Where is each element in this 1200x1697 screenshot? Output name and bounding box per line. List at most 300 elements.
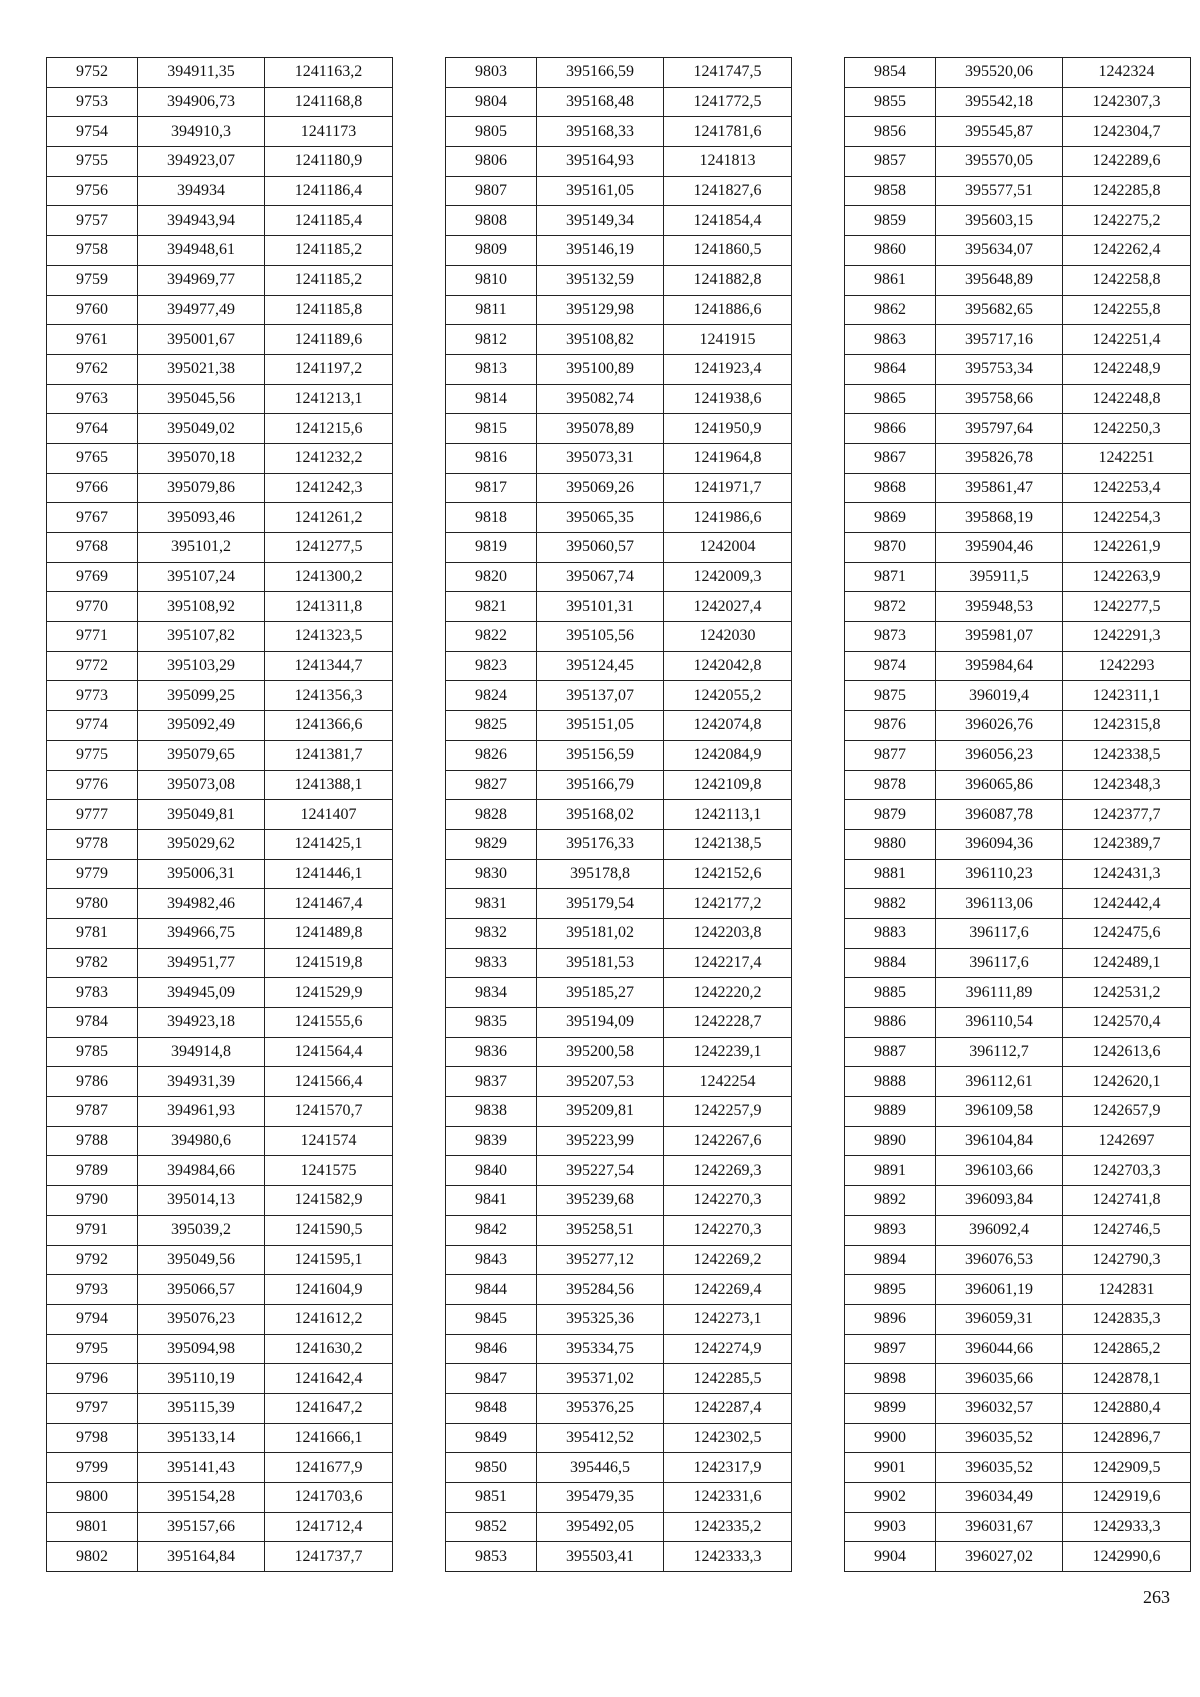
table-row [446,948,792,978]
point-number-cell: 9754 [47,117,138,147]
x-coordinate-cell: 395520,06 [936,58,1063,88]
y-coordinate-cell: 1242570,4 [1063,1008,1191,1038]
table-row [845,147,1191,177]
point-number-cell: 9829 [446,829,537,859]
table-row [47,503,393,533]
point-number-cell: 9888 [845,1067,936,1097]
table-row [845,1453,1191,1483]
point-number-cell: 9795 [47,1334,138,1364]
x-coordinate-cell: 395371,02 [537,1364,664,1394]
table-row [845,117,1191,147]
point-number-cell: 9845 [446,1304,537,1334]
point-number-cell: 9768 [47,533,138,563]
table-row [845,265,1191,295]
x-coordinate-cell: 396056,23 [936,740,1063,770]
y-coordinate-cell: 1242270,3 [664,1186,792,1216]
point-number-cell: 9802 [47,1542,138,1572]
table-row [845,592,1191,622]
table-row [446,1453,792,1483]
x-coordinate-cell: 394931,39 [138,1067,265,1097]
table-row [845,800,1191,830]
table-row [446,859,792,889]
table-row [446,829,792,859]
y-coordinate-cell: 1242277,5 [1063,592,1191,622]
table-row [47,325,393,355]
table-row [845,1423,1191,1453]
table-row [47,859,393,889]
x-coordinate-cell: 395039,2 [138,1215,265,1245]
x-coordinate-cell: 395108,82 [537,325,664,355]
table-row [845,1097,1191,1127]
x-coordinate-cell: 394984,66 [138,1156,265,1186]
x-coordinate-cell: 396112,7 [936,1037,1063,1067]
point-number-cell: 9810 [446,265,537,295]
point-number-cell: 9861 [845,265,936,295]
y-coordinate-cell: 1242113,1 [664,800,792,830]
point-number-cell: 9804 [446,87,537,117]
point-number-cell: 9817 [446,473,537,503]
x-coordinate-cell: 395181,02 [537,918,664,948]
x-coordinate-cell: 396092,4 [936,1215,1063,1245]
y-coordinate-cell: 1242228,7 [664,1008,792,1038]
x-coordinate-cell: 396112,61 [936,1067,1063,1097]
table-row [845,1215,1191,1245]
point-number-cell: 9865 [845,384,936,414]
point-number-cell: 9800 [47,1483,138,1513]
x-coordinate-cell: 395753,34 [936,354,1063,384]
x-coordinate-cell: 395168,02 [537,800,664,830]
y-coordinate-cell: 1241163,2 [265,58,393,88]
y-coordinate-cell: 1241407 [265,800,393,830]
x-coordinate-cell: 395227,54 [537,1156,664,1186]
y-coordinate-cell: 1241185,4 [265,206,393,236]
point-number-cell: 9788 [47,1126,138,1156]
table-row [47,1453,393,1483]
x-coordinate-cell: 395861,47 [936,473,1063,503]
y-coordinate-cell: 1241529,9 [265,978,393,1008]
table-row [446,503,792,533]
point-number-cell: 9808 [446,206,537,236]
point-number-cell: 9844 [446,1275,537,1305]
x-coordinate-cell: 395479,35 [537,1483,664,1513]
table-row [47,1304,393,1334]
y-coordinate-cell: 1241185,2 [265,236,393,266]
point-number-cell: 9846 [446,1334,537,1364]
x-coordinate-cell: 396094,36 [936,829,1063,859]
table-row [845,889,1191,919]
point-number-cell: 9885 [845,978,936,1008]
y-coordinate-cell: 1242269,3 [664,1156,792,1186]
table-row [845,918,1191,948]
point-number-cell: 9853 [446,1542,537,1572]
table-row [845,1156,1191,1186]
table-row [446,265,792,295]
x-coordinate-cell: 395570,05 [936,147,1063,177]
point-number-cell: 9770 [47,592,138,622]
table-row [446,473,792,503]
table-row [446,384,792,414]
y-coordinate-cell: 1241311,8 [265,592,393,622]
point-number-cell: 9870 [845,533,936,563]
x-coordinate-cell: 395049,02 [138,414,265,444]
y-coordinate-cell: 1242285,5 [664,1364,792,1394]
table-row [47,1423,393,1453]
table-row [446,740,792,770]
y-coordinate-cell: 1242880,4 [1063,1393,1191,1423]
point-number-cell: 9761 [47,325,138,355]
y-coordinate-cell: 1241923,4 [664,354,792,384]
point-number-cell: 9762 [47,354,138,384]
x-coordinate-cell: 396104,84 [936,1126,1063,1156]
x-coordinate-cell: 396113,06 [936,889,1063,919]
point-number-cell: 9850 [446,1453,537,1483]
table-row [446,562,792,592]
y-coordinate-cell: 1241886,6 [664,295,792,325]
y-coordinate-cell: 1242203,8 [664,918,792,948]
y-coordinate-cell: 1241213,1 [265,384,393,414]
point-number-cell: 9787 [47,1097,138,1127]
x-coordinate-cell: 395223,99 [537,1126,664,1156]
point-number-cell: 9848 [446,1393,537,1423]
y-coordinate-cell: 1241612,2 [265,1304,393,1334]
x-coordinate-cell: 395146,19 [537,236,664,266]
x-coordinate-cell: 395185,27 [537,978,664,1008]
y-coordinate-cell: 1241232,2 [265,443,393,473]
x-coordinate-cell: 396044,66 [936,1334,1063,1364]
y-coordinate-cell: 1241882,8 [664,265,792,295]
table-row [845,651,1191,681]
table-row [446,1483,792,1513]
y-coordinate-cell: 1241915 [664,325,792,355]
y-coordinate-cell: 1241388,1 [265,770,393,800]
x-coordinate-cell: 395066,57 [138,1275,265,1305]
y-coordinate-cell: 1241215,6 [265,414,393,444]
table-row [446,770,792,800]
y-coordinate-cell: 1241604,9 [265,1275,393,1305]
table-row [845,829,1191,859]
table-row [47,473,393,503]
y-coordinate-cell: 1242489,1 [1063,948,1191,978]
point-number-cell: 9886 [845,1008,936,1038]
point-number-cell: 9774 [47,711,138,741]
point-number-cell: 9872 [845,592,936,622]
y-coordinate-cell: 1241323,5 [265,622,393,652]
table-row [47,592,393,622]
table-row [446,1334,792,1364]
x-coordinate-cell: 395082,74 [537,384,664,414]
table-row [47,711,393,741]
y-coordinate-cell: 1241747,5 [664,58,792,88]
point-number-cell: 9881 [845,859,936,889]
x-coordinate-cell: 395168,33 [537,117,664,147]
table-row [47,1067,393,1097]
x-coordinate-cell: 396103,66 [936,1156,1063,1186]
x-coordinate-cell: 395176,33 [537,829,664,859]
table-row [47,58,393,88]
point-number-cell: 9847 [446,1364,537,1394]
table-row [446,978,792,1008]
point-number-cell: 9876 [845,711,936,741]
x-coordinate-cell: 395101,2 [138,533,265,563]
y-coordinate-cell: 1241366,6 [265,711,393,741]
point-number-cell: 9863 [845,325,936,355]
point-number-cell: 9756 [47,176,138,206]
table-row [446,1393,792,1423]
table-row [446,443,792,473]
y-coordinate-cell: 1242531,2 [1063,978,1191,1008]
point-number-cell: 9851 [446,1483,537,1513]
y-coordinate-cell: 1242004 [664,533,792,563]
y-coordinate-cell: 1242377,7 [1063,800,1191,830]
y-coordinate-cell: 1242933,3 [1063,1512,1191,1542]
point-number-cell: 9867 [845,443,936,473]
point-number-cell: 9769 [47,562,138,592]
y-coordinate-cell: 1242248,8 [1063,384,1191,414]
table-row [47,354,393,384]
point-number-cell: 9831 [446,889,537,919]
y-coordinate-cell: 1241630,2 [265,1334,393,1364]
x-coordinate-cell: 395129,98 [537,295,664,325]
y-coordinate-cell: 1242251 [1063,443,1191,473]
y-coordinate-cell: 1242307,3 [1063,87,1191,117]
point-number-cell: 9860 [845,236,936,266]
x-coordinate-cell: 396110,54 [936,1008,1063,1038]
point-number-cell: 9776 [47,770,138,800]
point-number-cell: 9797 [47,1393,138,1423]
x-coordinate-cell: 396109,58 [936,1097,1063,1127]
x-coordinate-cell: 395164,93 [537,147,664,177]
table-row [47,651,393,681]
y-coordinate-cell: 1242831 [1063,1275,1191,1305]
point-number-cell: 9822 [446,622,537,652]
point-number-cell: 9778 [47,829,138,859]
table-row [446,1304,792,1334]
x-coordinate-cell: 395797,64 [936,414,1063,444]
x-coordinate-cell: 395545,87 [936,117,1063,147]
y-coordinate-cell: 1242217,4 [664,948,792,978]
point-number-cell: 9879 [845,800,936,830]
table-row [446,1186,792,1216]
y-coordinate-cell: 1241574 [265,1126,393,1156]
x-coordinate-cell: 395194,09 [537,1008,664,1038]
x-coordinate-cell: 394951,77 [138,948,265,978]
table-row [47,295,393,325]
y-coordinate-cell: 1241381,7 [265,740,393,770]
point-number-cell: 9841 [446,1186,537,1216]
table-row [845,562,1191,592]
point-number-cell: 9856 [845,117,936,147]
y-coordinate-cell: 1242896,7 [1063,1423,1191,1453]
table-row [845,443,1191,473]
table-row [446,1126,792,1156]
table-row [446,533,792,563]
x-coordinate-cell: 396026,76 [936,711,1063,741]
x-coordinate-cell: 395076,23 [138,1304,265,1334]
point-number-cell: 9887 [845,1037,936,1067]
y-coordinate-cell: 1242289,6 [1063,147,1191,177]
y-coordinate-cell: 1242990,6 [1063,1542,1191,1572]
point-number-cell: 9757 [47,206,138,236]
y-coordinate-cell: 1242331,6 [664,1483,792,1513]
x-coordinate-cell: 396027,02 [936,1542,1063,1572]
table-row [47,236,393,266]
point-number-cell: 9784 [47,1008,138,1038]
x-coordinate-cell: 395492,05 [537,1512,664,1542]
y-coordinate-cell: 1241277,5 [265,533,393,563]
point-number-cell: 9857 [845,147,936,177]
point-number-cell: 9780 [47,889,138,919]
point-number-cell: 9809 [446,236,537,266]
x-coordinate-cell: 395603,15 [936,206,1063,236]
table-row [845,1393,1191,1423]
x-coordinate-cell: 395682,65 [936,295,1063,325]
table-row [845,1364,1191,1394]
point-number-cell: 9791 [47,1215,138,1245]
y-coordinate-cell: 1241197,2 [265,354,393,384]
y-coordinate-cell: 1242248,9 [1063,354,1191,384]
point-number-cell: 9755 [47,147,138,177]
x-coordinate-cell: 394948,61 [138,236,265,266]
x-coordinate-cell: 395105,56 [537,622,664,652]
point-number-cell: 9871 [845,562,936,592]
point-number-cell: 9796 [47,1364,138,1394]
point-number-cell: 9815 [446,414,537,444]
y-coordinate-cell: 1242315,8 [1063,711,1191,741]
table-row [446,889,792,919]
point-number-cell: 9775 [47,740,138,770]
y-coordinate-cell: 1242177,2 [664,889,792,919]
x-coordinate-cell: 395094,98 [138,1334,265,1364]
y-coordinate-cell: 1242275,2 [1063,206,1191,236]
table-row [47,176,393,206]
point-number-cell: 9875 [845,681,936,711]
point-number-cell: 9803 [446,58,537,88]
y-coordinate-cell: 1242442,4 [1063,889,1191,919]
x-coordinate-cell: 395069,26 [537,473,664,503]
table-row [446,1512,792,1542]
table-row [446,1215,792,1245]
table-row [446,800,792,830]
y-coordinate-cell: 1241168,8 [265,87,393,117]
y-coordinate-cell: 1241703,6 [265,1483,393,1513]
x-coordinate-cell: 395166,79 [537,770,664,800]
y-coordinate-cell: 1241566,4 [265,1067,393,1097]
point-number-cell: 9836 [446,1037,537,1067]
x-coordinate-cell: 394911,35 [138,58,265,88]
point-number-cell: 9838 [446,1097,537,1127]
y-coordinate-cell: 1242291,3 [1063,622,1191,652]
table-row [446,1097,792,1127]
table-row [47,1393,393,1423]
table-row [47,1215,393,1245]
point-number-cell: 9874 [845,651,936,681]
table-row [845,295,1191,325]
x-coordinate-cell: 394914,8 [138,1037,265,1067]
table-row [47,978,393,1008]
x-coordinate-cell: 396059,31 [936,1304,1063,1334]
x-coordinate-cell: 395164,84 [138,1542,265,1572]
table-row [47,740,393,770]
y-coordinate-cell: 1242084,9 [664,740,792,770]
x-coordinate-cell: 395070,18 [138,443,265,473]
y-coordinate-cell: 1242703,3 [1063,1156,1191,1186]
table-row [446,1008,792,1038]
point-number-cell: 9825 [446,711,537,741]
point-number-cell: 9892 [845,1186,936,1216]
table-row [446,918,792,948]
y-coordinate-cell: 1241519,8 [265,948,393,978]
y-coordinate-cell: 1241986,6 [664,503,792,533]
table-row [446,711,792,741]
point-number-cell: 9889 [845,1097,936,1127]
x-coordinate-cell: 395200,58 [537,1037,664,1067]
point-number-cell: 9805 [446,117,537,147]
table-row [446,1156,792,1186]
table-row [446,1423,792,1453]
coordinates-table-3 [844,57,1191,1572]
y-coordinate-cell: 1241582,9 [265,1186,393,1216]
x-coordinate-cell: 395412,52 [537,1423,664,1453]
y-coordinate-cell: 1242865,2 [1063,1334,1191,1364]
point-number-cell: 9830 [446,859,537,889]
x-coordinate-cell: 395132,59 [537,265,664,295]
y-coordinate-cell: 1241781,6 [664,117,792,147]
x-coordinate-cell: 395073,31 [537,443,664,473]
point-number-cell: 9760 [47,295,138,325]
point-number-cell: 9792 [47,1245,138,1275]
point-number-cell: 9891 [845,1156,936,1186]
x-coordinate-cell: 395124,45 [537,651,664,681]
x-coordinate-cell: 395178,8 [537,859,664,889]
point-number-cell: 9826 [446,740,537,770]
y-coordinate-cell: 1242741,8 [1063,1186,1191,1216]
point-number-cell: 9752 [47,58,138,88]
point-number-cell: 9753 [47,87,138,117]
x-coordinate-cell: 396087,78 [936,800,1063,830]
point-number-cell: 9899 [845,1393,936,1423]
y-coordinate-cell: 1241772,5 [664,87,792,117]
x-coordinate-cell: 395060,57 [537,533,664,563]
point-number-cell: 9783 [47,978,138,1008]
x-coordinate-cell: 394982,46 [138,889,265,919]
x-coordinate-cell: 395099,25 [138,681,265,711]
page-number: 263 [1143,1587,1170,1607]
y-coordinate-cell: 1242269,2 [664,1245,792,1275]
x-coordinate-cell: 394906,73 [138,87,265,117]
y-coordinate-cell: 1242254 [664,1067,792,1097]
y-coordinate-cell: 1241854,4 [664,206,792,236]
point-number-cell: 9765 [47,443,138,473]
table-row [845,770,1191,800]
table-row [47,265,393,295]
y-coordinate-cell: 1242152,6 [664,859,792,889]
point-number-cell: 9858 [845,176,936,206]
y-coordinate-cell: 1241642,4 [265,1364,393,1394]
y-coordinate-cell: 1241261,2 [265,503,393,533]
table-row [446,1067,792,1097]
y-coordinate-cell: 1241242,3 [265,473,393,503]
table-row [47,1126,393,1156]
x-coordinate-cell: 395014,13 [138,1186,265,1216]
x-coordinate-cell: 396117,6 [936,948,1063,978]
x-coordinate-cell: 395207,53 [537,1067,664,1097]
y-coordinate-cell: 1242273,1 [664,1304,792,1334]
point-number-cell: 9833 [446,948,537,978]
table-row [446,87,792,117]
x-coordinate-cell: 395648,89 [936,265,1063,295]
table-row [845,236,1191,266]
x-coordinate-cell: 394980,6 [138,1126,265,1156]
